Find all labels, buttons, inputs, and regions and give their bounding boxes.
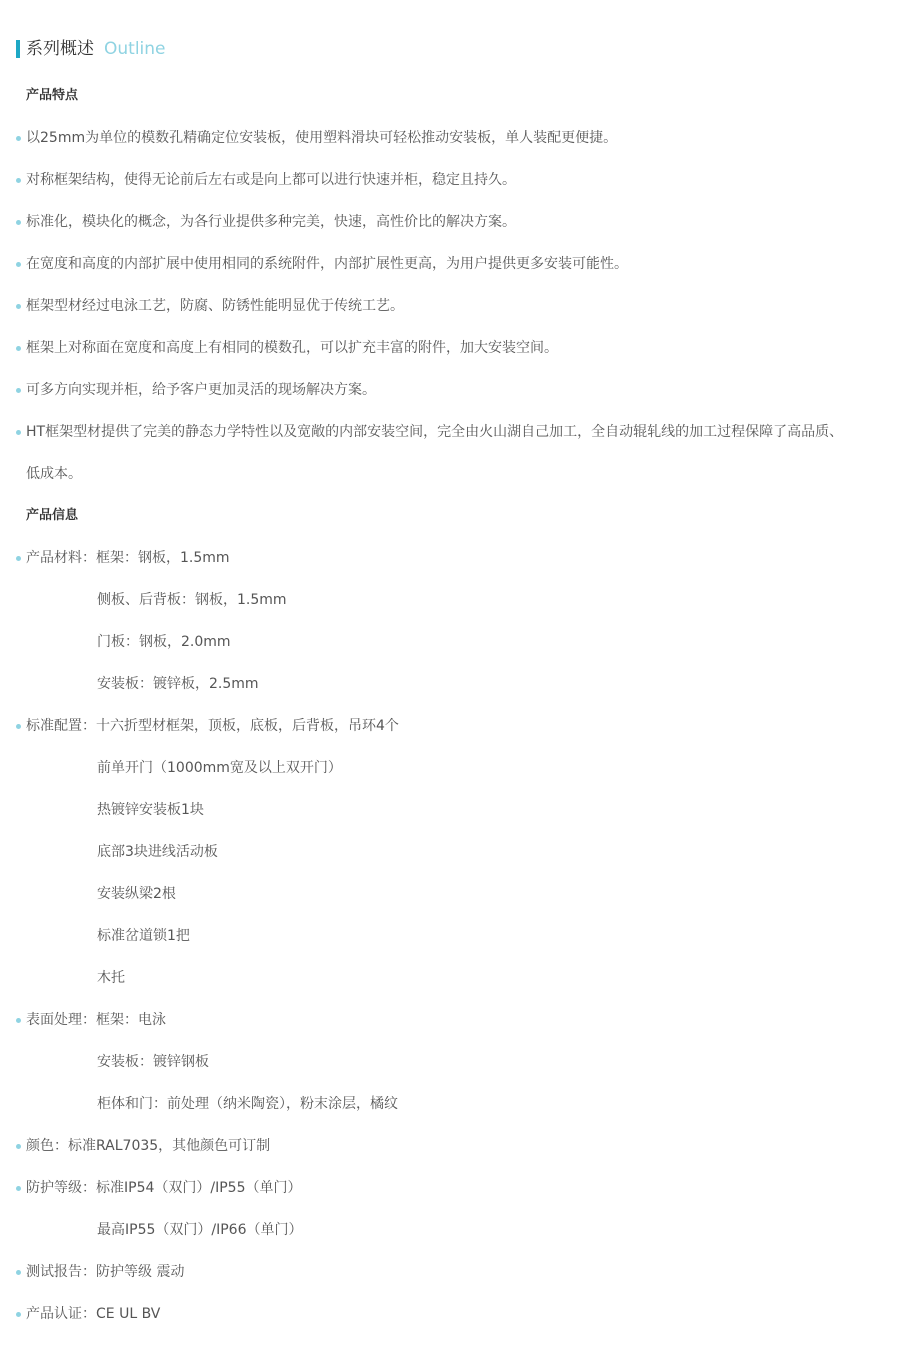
bullet-dot-icon — [16, 1186, 21, 1191]
info-test-report — [16, 1251, 886, 1293]
info-material-sub: 侧板、后背板：钢板，1.5mm — [97, 592, 287, 608]
feature-text: HT框架型材提供了完美的静态力学特性以及宽敞的内部安装空间，完全由火山湖自己加工，全自动辊轧线的加工过程保障了高品质、 — [26, 424, 844, 440]
info-protection — [16, 1167, 886, 1209]
bullet-dot-icon — [16, 1144, 21, 1149]
info-text: 标准配置：十六折型材框架，顶板，底板，后背板，吊环4个 — [26, 718, 399, 734]
bullet-dot-icon — [16, 1018, 21, 1023]
feature-text: 对称框架结构，使得无论前后左右或是向上都可以进行快速并柜，稳定且持久。 — [26, 172, 516, 188]
bullet-dot-icon — [16, 1312, 21, 1317]
info-text: 颜色：标准RAL7035，其他颜色可订制 — [26, 1138, 271, 1154]
feature-text: 框架型材经过电泳工艺，防腐、防锈性能明显优于传统工艺。 — [26, 298, 404, 314]
info-config-sub: 安装纵梁2根 — [97, 886, 176, 902]
content — [16, 75, 886, 1335]
info-config-sub: 标准岔道锁1把 — [97, 928, 190, 944]
info-config — [16, 705, 886, 747]
feature-text: 标准化，模块化的概念，为各行业提供多种完美，快速，高性价比的解决方案。 — [26, 214, 516, 230]
info-text: 表面处理：框架：电泳 — [26, 1012, 166, 1028]
bullet-dot-icon — [16, 220, 21, 225]
info-text: 产品材料：框架：钢板，1.5mm — [26, 550, 230, 566]
info-surface-sub: 柜体和门：前处理（纳米陶瓷），粉末涂层，橘纹 — [97, 1096, 398, 1112]
info-config-sub: 底部3块进线活动板 — [97, 844, 218, 860]
feature-text: 可多方向实现并柜，给予客户更加灵活的现场解决方案。 — [26, 382, 376, 398]
info-text: 防护等级：标准IP54（双门）/IP55（单门） — [26, 1180, 302, 1196]
info-config-sub: 木托 — [97, 970, 125, 986]
feature-text: 框架上对称面在宽度和高度上有相同的模数孔，可以扩充丰富的附件，加大安装空间。 — [26, 340, 558, 356]
info-text: 测试报告：防护等级 震动 — [26, 1264, 185, 1280]
bullet-dot-icon — [16, 262, 21, 267]
section-header — [16, 38, 166, 60]
info-color — [16, 1125, 886, 1167]
feature-item — [16, 159, 886, 201]
feature-item — [16, 243, 886, 285]
features-title: 产品特点 — [26, 88, 79, 103]
bullet-dot-icon — [16, 178, 21, 183]
bullet-dot-icon — [16, 304, 21, 309]
header-title-cn: 系列概述 — [26, 39, 94, 59]
info-config-sub: 前单开门（1000mm宽及以上双开门） — [97, 760, 342, 776]
info-text: 产品认证：CE UL BV — [26, 1306, 161, 1322]
info-protection-sub: 最高IP55（双门）/IP66（单门） — [97, 1222, 303, 1238]
feature-item — [16, 327, 886, 369]
info-material-sub: 安装板：镀锌板，2.5mm — [97, 676, 259, 692]
info-certification — [16, 1293, 886, 1335]
bullet-dot-icon — [16, 388, 21, 393]
info-material-sub: 门板：钢板，2.0mm — [97, 634, 231, 650]
bullet-dot-icon — [16, 430, 21, 435]
bullet-dot-icon — [16, 1270, 21, 1275]
info-material — [16, 537, 886, 579]
info-surface-sub: 安装板：镀锌钢板 — [97, 1054, 209, 1070]
feature-continuation: 低成本。 — [26, 466, 82, 482]
info-surface — [16, 999, 886, 1041]
bullet-dot-icon — [16, 136, 21, 141]
feature-item — [16, 117, 886, 159]
info-config-sub: 热镀锌安装板1块 — [97, 802, 204, 818]
bullet-dot-icon — [16, 556, 21, 561]
feature-item — [16, 411, 886, 453]
feature-item — [16, 369, 886, 411]
header-accent-bar — [16, 40, 20, 58]
feature-item — [16, 285, 886, 327]
feature-text: 在宽度和高度的内部扩展中使用相同的系统附件，内部扩展性更高，为用户提供更多安装可能性。 — [26, 256, 628, 272]
bullet-dot-icon — [16, 346, 21, 351]
header-title-en: Outline — [104, 39, 166, 59]
feature-text: 以25mm为单位的模数孔精确定位安装板，使用塑料滑块可轻松推动安装板，单人装配更便捷。 — [26, 130, 618, 146]
feature-item — [16, 201, 886, 243]
bullet-dot-icon — [16, 724, 21, 729]
info-title: 产品信息 — [26, 508, 79, 523]
